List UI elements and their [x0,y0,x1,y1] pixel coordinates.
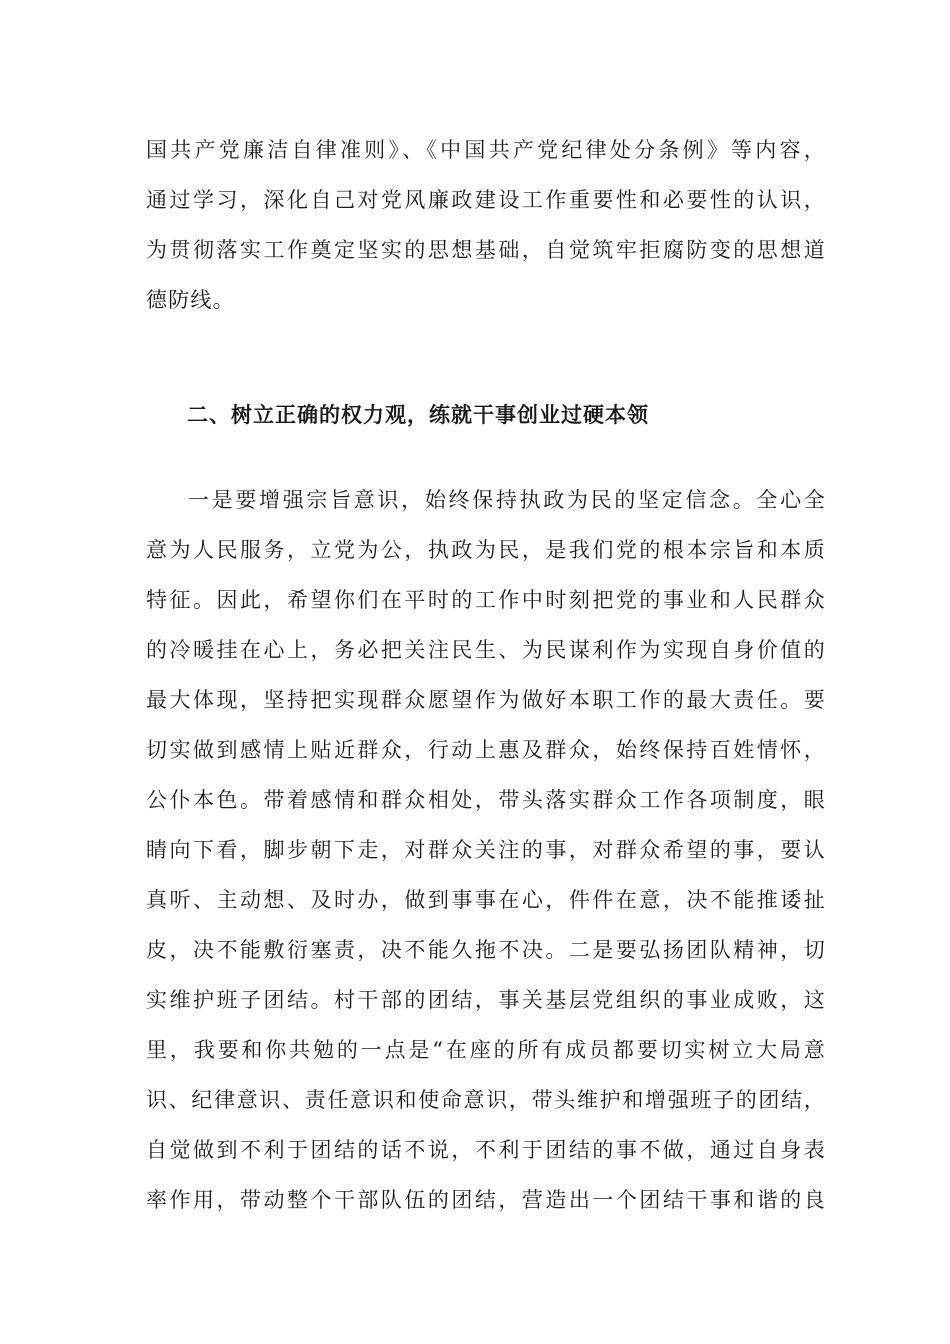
paragraph-2-line: 自觉做到不利于团结的话不说，不利于团结的事不做，通过自身表 [146,1138,826,1162]
paragraph-2-line: 最大体现，坚持把实现群众愿望作为做好本职工作的最大责任。要 [146,688,826,712]
paragraph-2-line: 一是要增强宗旨意识，始终保持执政为民的坚定信念。全心全 [188,488,826,512]
paragraph-2-line: 率作用，带动整个干部队伍的团结，营造出一个团结干事和谐的良 [146,1188,826,1212]
paragraph-2-line: 里，我要和你共勉的一点是“在座的所有成员都要切实树立大局意 [146,1038,826,1062]
paragraph-2-line: 识、纪律意识、责任意识和使命意识，带头维护和增强班子的团结， [146,1088,826,1112]
paragraph-2 [146,475,826,1225]
paragraph-2-line: 睛向下看，脚步朝下走，对群众关注的事，对群众希望的事，要认 [146,838,826,862]
paragraph-2-line: 切实做到感情上贴近群众，行动上惠及群众，始终保持百姓情怀， [146,738,826,762]
paragraph-2-line: 的冷暖挂在心上，务必把关注民生、为民谋利作为实现自身价值的 [146,638,826,662]
paragraph-1-line: 为贯彻落实工作奠定坚实的思想基础，自觉筑牢拒腐防变的思想道 [146,238,826,262]
paragraph-1-line: 国共产党廉洁自律准则》、《中国共产党纪律处分条例》等内容， [146,138,826,162]
paragraph-1 [146,125,826,325]
paragraph-2-line: 意为人民服务，立党为公，执政为民，是我们党的根本宗旨和本质 [146,538,826,562]
paragraph-2-line: 皮，决不能敷衍塞责，决不能久拖不决。二是要弘扬团队精神，切 [146,938,826,962]
paragraph-1-line: 通过学习，深化自己对党风廉政建设工作重要性和必要性的认识， [146,188,826,212]
paragraph-2-line: 真听、主动想、及时办，做到事事在心，件件在意，决不能推诿扯 [146,888,826,912]
paragraph-2-line: 公仆本色。带着感情和群众相处，带头落实群众工作各项制度，眼 [146,788,826,812]
paragraph-2-line: 特征。因此，希望你们在平时的工作中时刻把党的事业和人民群众 [146,588,826,612]
paragraph-1-line: 德防线。 [146,288,235,312]
paragraph-2-line: 实维护班子团结。村干部的团结，事关基层党组织的事业成败，这 [146,988,826,1012]
section-heading: 二、树立正确的权力观，练就干事创业过硬本领 [187,403,649,427]
